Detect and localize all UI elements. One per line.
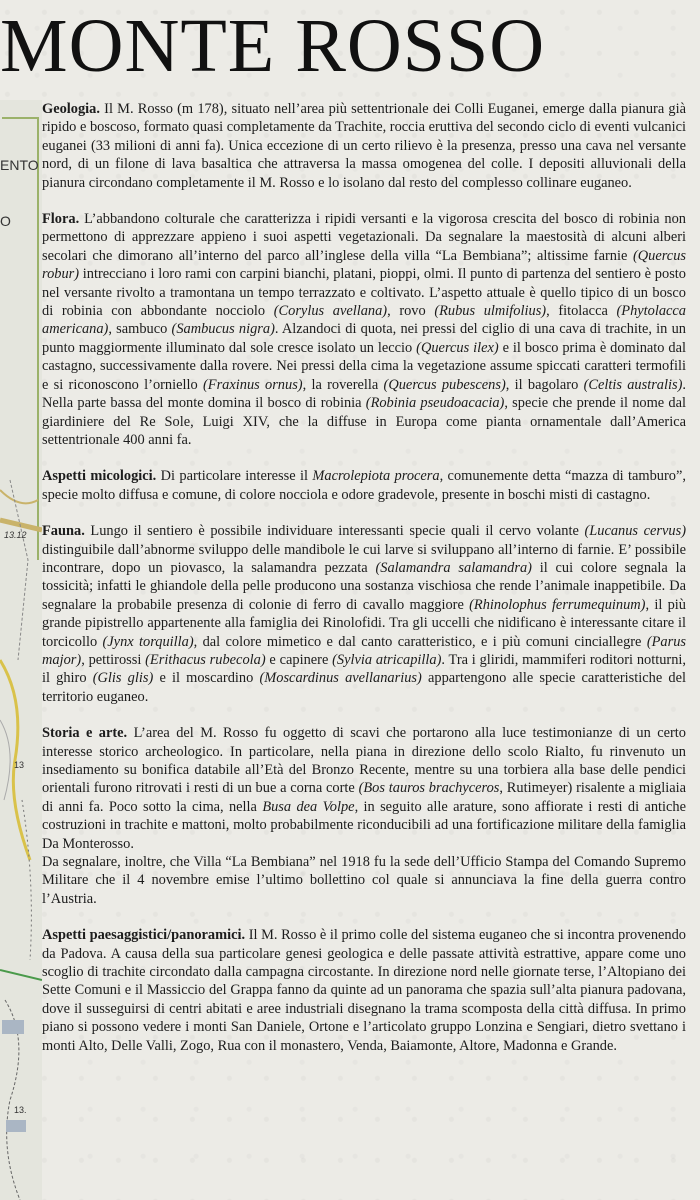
storia-heading: Storia e arte. — [42, 725, 128, 742]
paesaggio-text: Il M. Rosso è il primo colle del sistema euganeo che si incontra provenendo da Padova. A causa della sua particolare genesi geologica e delle passate attività estrattive, appare come uno scoglio di trachite circondato dalla campagna circostante. In direzione nord nelle giornate terse, l’Altopiano dei Sette Comuni e il Massiccio del Grappa fanno da quinte ad un panorama che spazia sull’alta pianura padovana, dove il susseguirsi di centri abitati e aree industriali disegnano la trama scomposta della città diffusa. In primo piano si possono vedere i monti San Daniele, Ortone e l’articolato gruppo Lonzina e Sengiari, dietro svettano i monti Alto, Delle Valli, Zogo, Rua con il monastero, Venda, Baiamonte, Altore, Madonna e Grande. — [42, 927, 686, 1054]
flora-text: . Nella parte bassa del monte domina il bosco di robinia — [42, 376, 686, 412]
map-fragment — [0, 100, 42, 1200]
fauna-text: distinguibile dall’abnorme sviluppo delle mandibole le cui larve si sviluppano all’interno di farnie. E’ possibile incontrare, dopo un piovasco, la salamandra pezzata — [42, 541, 686, 576]
species-name: (Celtis australis) — [583, 376, 683, 393]
fauna-text: . Tra i gliridi, mammiferi roditori notturni, il ghiro — [42, 651, 686, 687]
section-micologia — [42, 467, 686, 504]
micologia-text: Di particolare interesse il — [160, 468, 313, 485]
species-name: (Parus major) — [42, 633, 686, 668]
storia-text: , Rutimeyer) risalente a migliaia di anni fa. Poco sotto la cima, nella — [42, 780, 686, 815]
species-name: (Sylvia atricapilla) — [332, 651, 442, 668]
micologia-heading: Aspetti micologici. — [42, 468, 157, 485]
map-label-road1: 13.12 — [4, 530, 27, 540]
map-lines — [0, 100, 42, 1200]
species-name: (Quercus ilex) — [416, 339, 499, 356]
flora-text: . Alzandoci di quota, nei pressi del ciglio di una cava di trachite, in un punto maggiormente illuminato dal sole cresce isolato un leccio — [42, 321, 686, 356]
species-name: (Glis glis) — [92, 670, 154, 687]
fauna-paragraph — [42, 522, 686, 706]
fauna-text: , pettirossi — [81, 651, 146, 668]
species-name: (Jynx torquilla) — [102, 633, 194, 650]
paesaggio-heading: Aspetti paesaggistici/panoramici. — [42, 927, 246, 944]
flora-text: , il bagolaro — [505, 376, 584, 393]
flora-text: , rovo — [387, 303, 435, 320]
flora-heading: Flora. — [42, 211, 80, 228]
species-name: (Corylus avellana) — [273, 303, 388, 320]
flora-text: e il bosco prima è dominato dal castagno, successivamente dalla rovere. Nei pressi della cima la vegetazione assume spiccati caratteri termofili e si riconoscono l’orniello — [42, 339, 686, 393]
flora-text: L’abbandono colturale che caratterizza i ripidi versanti e la vigorosa crescita del bosco di robinia non permettono di apprezzare appieno i suoi aspetti vegetazionali. Da segnalare la maestosità di alcuni alberi secolari che dimorano all’interno del parco all’inglese della villa “La Bembiana”; altissime farnie — [42, 211, 686, 264]
fauna-text: il cui colore segnala la tossicità; infatti le ghiandole della pelle producono una sostanza vischiosa che rende l’animale inappetibile. Da segnalare la probabile presenza di colonie di ferro di cavallo maggiore — [42, 559, 686, 613]
species-name: (Erithacus rubecola) — [145, 651, 266, 668]
fauna-text: e il moscardino — [153, 670, 260, 687]
map-label-o: O — [0, 213, 11, 229]
species-name: (Quercus pubescens) — [383, 376, 506, 393]
section-paesaggio — [42, 926, 686, 1055]
section-geologia — [42, 100, 686, 192]
place-name: Busa dea Volpe — [262, 798, 355, 815]
species-name: (Rhinolophus ferrumequinum) — [469, 596, 646, 613]
section-fauna — [42, 522, 686, 706]
species-name: (Phytolacca americana) — [42, 303, 687, 338]
species-name: (Salamandra salamandra) — [375, 559, 532, 576]
flora-text: , la roverella — [302, 376, 384, 393]
species-name: (Fraxinus ornus) — [202, 376, 303, 393]
storia-paragraph-2: Da segnalare, inoltre, che Villa “La Bembiana” nel 1918 fu la sede dell’Ufficio Stampa del Comando Supremo Militare che il 4 novembre emise l’ultimo bollettino col quale si annunciava la fine della guerra contro l’Austria. — [42, 854, 686, 907]
storia-text: , in seguito alle arature, sono affiorate i resti di antiche costruzioni in trachite e mattoni, molto probabilmente riconducibili ad una fortificazione militare della famiglia Da Monterosso. — [42, 798, 686, 852]
species-name: (Lucanus cervus) — [584, 523, 686, 540]
fauna-text: Lungo il sentiero è possibile individuare interessanti specie quali il cervo volante — [90, 523, 585, 540]
sign-title: MONTE ROSSO — [0, 4, 546, 88]
flora-text: , sambuco — [108, 321, 172, 338]
geologia-paragraph — [42, 100, 686, 192]
species-name: (Quercus robur) — [42, 247, 686, 283]
geologia-text: Il M. Rosso (m 178), situato nell’area più settentrionale dei Colli Euganei, emerge dalla pianura già ripido e boscoso, formato quasi completamente da Trachite, roccia eruttiva del secondo ciclo di eventi vulcanici euganei (33 milioni di anni fa). Unica eccezione di un certo rilievo è la presenza, presso una cava nel versante nord, di un filone di lava basaltica che attraversa la massa omogenea del colle. I depositi alluvionali della pianura circondano completamente il M. Rosso e lo isolano dal resto del complesso collinare euganeo. — [42, 101, 686, 191]
flora-text: intrecciano i loro rami con carpini bianchi, platani, pioppi, olmi. Il punto di partenza del sentiero è posto nel versante rivolto a tramontana un tempo terrazzato e coltivato. L’aspetto attuale è quello tipico di un bosco di robinia con abbondante nocciolo — [42, 266, 686, 320]
species-name: (Sambucus nigra) — [171, 321, 275, 338]
map-label-road3: 13. — [14, 1105, 27, 1115]
flora-text: , fitolacca — [546, 303, 617, 320]
section-storia — [42, 724, 686, 908]
species-name: (Robinia pseudoacacia) — [365, 395, 505, 412]
flora-text: , specie che prende il nome dal giardiniere del Re Sole, Luigi XIV, che la diffuse in Europa come pianta ornamentale dall’America settentrionale 400 anni fa. — [42, 395, 686, 448]
fauna-text: , il più grande pipistrello appartenente alla famiglia dei Rinolofidi. Tra gli uccelli che nidificano è interessante citare il torcicollo — [42, 596, 686, 650]
section-flora — [42, 210, 686, 449]
fauna-heading: Fauna. — [42, 523, 85, 540]
map-label-ento: ENTO — [0, 157, 39, 173]
fauna-text: appartengono alle specie caratteristiche del territorio euganeo. — [42, 670, 686, 705]
species-name: (Moscardinus avellanarius) — [259, 670, 422, 687]
storia-text: L’area del M. Rosso fu oggetto di scavi che portarono alla luce testimonianze di un certo interesse storico archeologico. In particolare, nella piana in direzione dello scolo Rialto, fu rinvenuto un insediamento su bonifica databile all’Età del Bronzo Recente, mentre su una torbiera alla base delle pendici orientali furono ritrovati i resti di un bue a corna corte — [42, 725, 686, 797]
sign-body — [42, 100, 686, 1055]
flora-paragraph — [42, 210, 686, 449]
fauna-text: e capinere — [265, 651, 333, 668]
species-name: Macrolepiota procera — [312, 468, 440, 485]
map-label-road2: 13 — [14, 760, 25, 770]
micologia-text: , comunemente detta “mazza di tamburo”, specie molto diffusa e comune, di colore nocciola e odore gradevole, presente in boschi misti di castagno. — [42, 468, 686, 503]
geologia-heading: Geologia. — [42, 101, 100, 117]
micologia-paragraph — [42, 467, 686, 504]
species-name: (Rubus ulmifolius) — [434, 303, 547, 320]
paesaggio-paragraph — [42, 926, 686, 1055]
storia-paragraph — [42, 724, 686, 853]
fauna-text: , dal colore mimetico e dal canto caratteristico, e i più comuni cinciallegre — [193, 633, 647, 650]
species-name: (Bos tauros brachyceros — [358, 780, 500, 797]
